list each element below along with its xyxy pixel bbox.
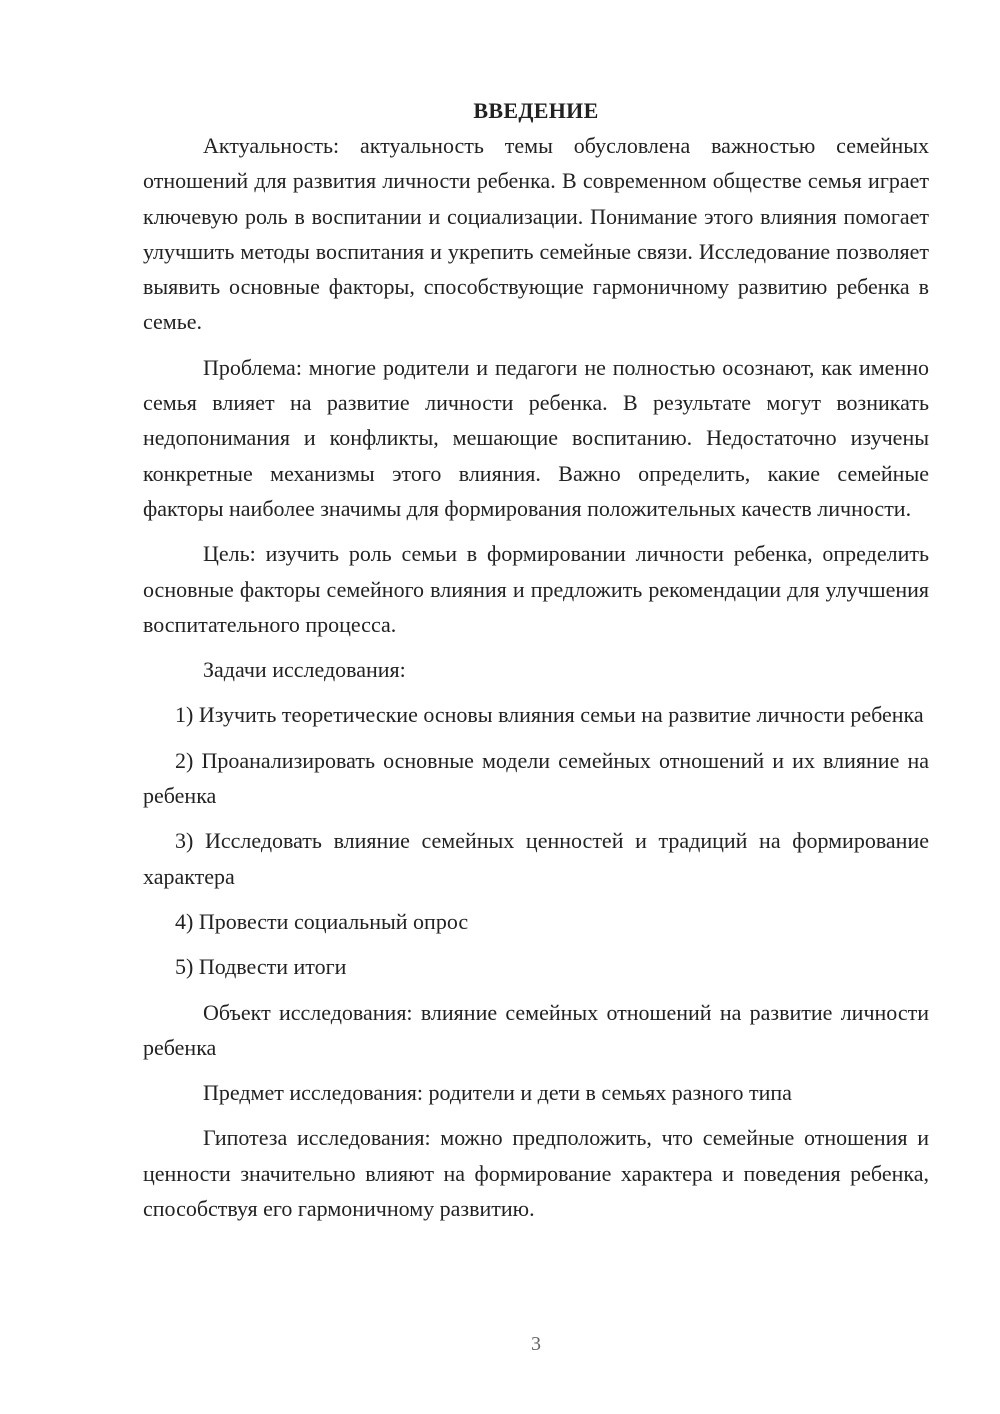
task-item: 5) Подвести итоги xyxy=(175,954,347,980)
subject-paragraph: Предмет исследования: родители и дети в семьях разного типа xyxy=(203,1080,792,1106)
task-item: 4) Провести социальный опрос xyxy=(175,908,469,934)
page-number: 3 xyxy=(531,1333,541,1355)
tasks-heading: Задачи исследования: xyxy=(203,657,406,683)
problem-paragraph: Проблема: многие родители и педагоги не полностью осознают, как именно семья влияет на развитие личности ребенка. В результате могут возникать недопонимания и конфликты, мешающие воспитанию. Недостаточно изучены конкретные механизмы этого влияния. Важно определить, какие семейные факторы наиболее значимы для формирования положительных качеств личности. xyxy=(143,354,929,521)
task-item: 1) Изучить теоретические основы влияния семьи на развитие личности ребенка xyxy=(175,702,924,728)
page-content xyxy=(143,96,929,1236)
task-item: 2) Проанализировать основные модели семейных отношений и их влияние на ребенка xyxy=(143,747,929,809)
goal-paragraph: Цель: изучить роль семьи в формировании личности ребенка, определить основные факторы семейного влияния и предложить рекомендации для улучшения воспитательного процесса. xyxy=(143,541,929,637)
relevance-paragraph: Актуальность: актуальность темы обусловлена важностью семейных отношений для развития личности ребенка. В современном обществе семья играет ключевую роль в воспитании и социализации. Понимание этого влияния помогает улучшить методы воспитания и укрепить семейные связи. Исследование позволяет выявить основные факторы, способствующие гармоничному развитию ребенка в семье. xyxy=(143,133,929,335)
section-title: ВВЕДЕНИЕ xyxy=(473,98,599,123)
task-item: 3) Исследовать влияние семейных ценностей и традиций на формирование характера xyxy=(143,828,929,889)
object-paragraph: Объект исследования: влияние семейных отношений на развитие личности ребенка xyxy=(143,999,929,1060)
hypothesis-paragraph: Гипотеза исследования: можно предположить, что семейные отношения и ценности значительно влияют на формирование характера и поведения ребенка, способствуя его гармоничному развитию. xyxy=(143,1125,929,1222)
